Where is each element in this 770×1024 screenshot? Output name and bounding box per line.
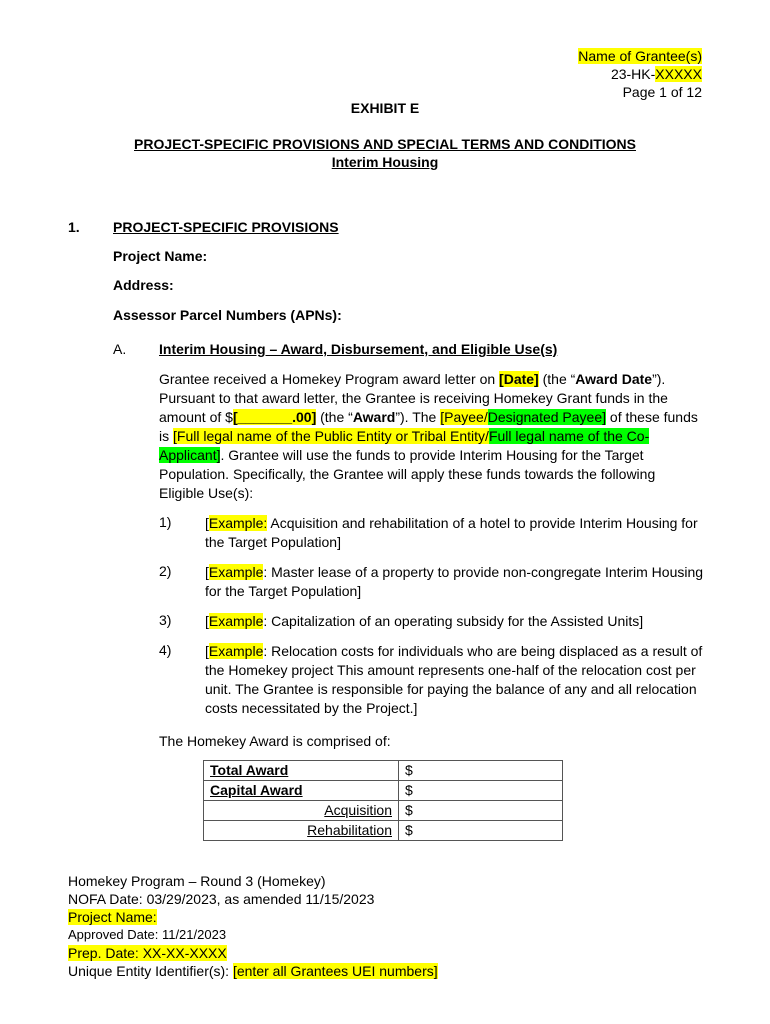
use-number: 1) bbox=[159, 514, 172, 530]
award-table bbox=[203, 760, 563, 841]
award-intro: The Homekey Award is comprised of: bbox=[159, 733, 391, 749]
uei-label: Unique Entity Identifier(s): bbox=[68, 963, 233, 979]
footer-approved: Approved Date: 11/21/2023 bbox=[68, 927, 227, 942]
subsection-letter: A. bbox=[113, 341, 127, 357]
agreement-prefix: 23-HK- bbox=[610, 66, 656, 82]
project-name-label: Project Name: bbox=[113, 248, 208, 264]
agreement-number bbox=[611, 66, 702, 83]
designated-payee-field: Designated Payee] bbox=[487, 409, 607, 425]
section-number: 1. bbox=[68, 219, 80, 235]
use-text: : Relocation costs for individuals who are being displaced as a result of the Homekey project This amount represents one-half of the relocation cost per unit. The Grantee is responsible for paying the balance of any and all relocation costs necessitated by the Project.] bbox=[205, 643, 703, 716]
subsection-heading: Interim Housing – Award, Disbursement, and Eligible Use(s) bbox=[159, 341, 558, 357]
page-number: Page 1 of 12 bbox=[622, 84, 702, 100]
use-item bbox=[205, 612, 705, 631]
footer-project-name: Project Name: bbox=[68, 909, 157, 925]
award-text-7: . Grantee will use the funds to provide Interim Housing for the Target Population. Specifically, the Grantee will apply these funds towards the following Eligible Use(s): bbox=[159, 447, 656, 501]
section-heading: PROJECT-SPECIFIC PROVISIONS bbox=[113, 219, 339, 235]
award-text-5: ”). The bbox=[395, 409, 441, 425]
example-label: Example bbox=[208, 643, 264, 659]
table-row bbox=[204, 801, 563, 821]
use-text: Acquisition and rehabilitation of a hotel to provide Interim Housing for the Target Population] bbox=[205, 515, 698, 550]
footer-prep-line bbox=[68, 944, 227, 962]
capital-award-value: $ bbox=[399, 781, 563, 801]
table-row bbox=[204, 821, 563, 841]
footer-project-name-line bbox=[68, 908, 157, 926]
use-item bbox=[205, 514, 705, 552]
footer-program: Homekey Program – Round 3 (Homekey) bbox=[68, 873, 326, 889]
use-item bbox=[205, 563, 705, 601]
apn-label: Assessor Parcel Numbers (APNs): bbox=[113, 307, 342, 323]
grantee-name: Name of Grantee(s) bbox=[578, 48, 702, 64]
use-bracket: [ bbox=[205, 643, 209, 659]
document-heading: PROJECT-SPECIFIC PROVISIONS AND SPECIAL TERMS AND CONDITIONS bbox=[134, 136, 636, 152]
amount-field: [_______.00] bbox=[232, 409, 317, 425]
use-number: 2) bbox=[159, 563, 172, 579]
award-text-6: of these funds is bbox=[159, 409, 698, 444]
award-text-1: Grantee received a Homekey Program award letter on bbox=[159, 371, 500, 387]
award-date-term: Award Date bbox=[575, 371, 653, 387]
use-number: 3) bbox=[159, 612, 172, 628]
rehabilitation-label: Rehabilitation bbox=[204, 821, 399, 841]
award-text-2: (the “ bbox=[538, 371, 576, 387]
award-term: Award bbox=[352, 409, 396, 425]
use-item bbox=[205, 642, 705, 718]
rehabilitation-value: $ bbox=[399, 821, 563, 841]
exhibit-title: EXHIBIT E bbox=[350, 100, 420, 116]
use-bracket: [ bbox=[205, 515, 209, 531]
award-text-4: (the “ bbox=[316, 409, 353, 425]
date-field: [Date] bbox=[499, 371, 539, 387]
payee-field: [Payee/ bbox=[440, 409, 488, 425]
use-number: 4) bbox=[159, 642, 172, 658]
use-bracket: [ bbox=[205, 613, 209, 629]
award-text-3: ”). Pursuant to that award letter, the Grantee is receiving Homekey Grant funds in the amount of $ bbox=[159, 371, 668, 425]
coapplicant-name-field: Full legal name of the Co-Applicant] bbox=[159, 428, 650, 463]
address-label: Address: bbox=[113, 277, 174, 293]
use-text: : Capitalization of an operating subsidy for the Assisted Units] bbox=[263, 613, 644, 629]
capital-award-label: Capital Award bbox=[204, 781, 399, 801]
example-label: Example bbox=[208, 613, 264, 629]
agreement-suffix: XXXXX bbox=[655, 66, 702, 82]
use-bracket: [ bbox=[205, 564, 209, 580]
table-row bbox=[204, 781, 563, 801]
footer-nofa: NOFA Date: 03/29/2023, as amended 11/15/2023 bbox=[68, 891, 375, 907]
entity-name-field: [Full legal name of the Public Entity or Tribal Entity/ bbox=[173, 428, 489, 444]
example-label: Example bbox=[208, 564, 264, 580]
acquisition-label: Acquisition bbox=[204, 801, 399, 821]
acquisition-value: $ bbox=[399, 801, 563, 821]
total-award-value: $ bbox=[399, 761, 563, 781]
example-label: Example: bbox=[208, 515, 268, 531]
footer-prep-date: Prep. Date: XX-XX-XXXX bbox=[68, 945, 227, 961]
uei-field: [enter all Grantees UEI numbers] bbox=[232, 963, 438, 979]
total-award-label: Total Award bbox=[204, 761, 399, 781]
grantee-name-header bbox=[578, 48, 702, 65]
document-subheading: Interim Housing bbox=[331, 154, 439, 170]
footer-uei bbox=[68, 962, 438, 980]
award-paragraph bbox=[159, 370, 699, 503]
table-row bbox=[204, 761, 563, 781]
use-text: : Master lease of a property to provide non-congregate Interim Housing for the Target Population] bbox=[205, 564, 704, 599]
